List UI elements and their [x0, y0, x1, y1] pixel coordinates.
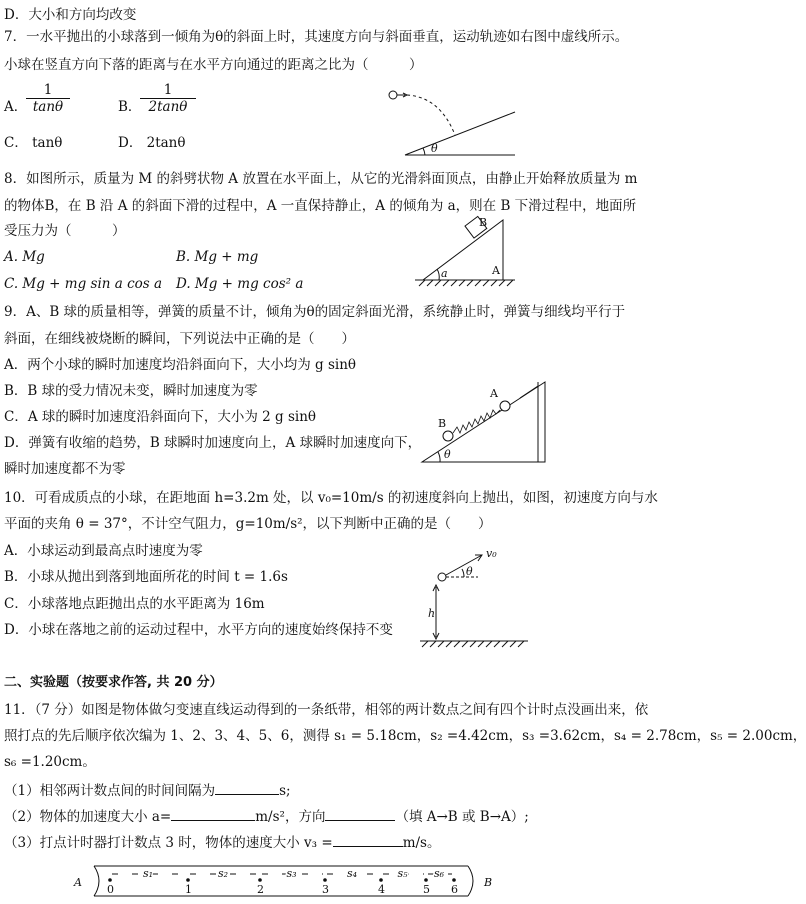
q7-option-b-numerator: 1 [140, 83, 196, 99]
q8-option-d: D. Mg + mg cos² a [176, 276, 304, 292]
q9-ball-a [500, 401, 510, 411]
q8-stem-line1: 8．如图所示，质量为 M 的斜劈状物 A 放置在水平面上，从它的光滑斜面顶点，由静止开始释放质量为 m [4, 171, 638, 187]
q7-option-a-denominator: tanθ [32, 99, 64, 115]
q11-part2-blank-direction[interactable] [325, 806, 395, 821]
q11-part1-text: （1）相邻两计数点间的时间间隔为 [4, 783, 216, 799]
q11-part1-blank[interactable] [215, 780, 279, 795]
q10-figure [420, 543, 530, 653]
q8-ground-hatch [419, 280, 513, 286]
q11-part3 [4, 832, 440, 852]
q10-angle-arc [462, 569, 464, 577]
q6-option-d: D．大小和方向均改变 [4, 7, 137, 23]
q10-option-a: A．小球运动到最高点时速度为零 [4, 543, 203, 559]
tape-point-0 [108, 878, 112, 882]
tape-point-4 [379, 878, 383, 882]
q7-angle-label: θ [431, 142, 438, 155]
tape-point-5 [424, 878, 428, 882]
q9-ball-b [443, 431, 453, 441]
tape-point-2 [258, 878, 262, 882]
q9-ball-b-label: B [438, 417, 447, 430]
tape-point-3 [323, 878, 327, 882]
tape-segment-label-6: s₆ [434, 867, 445, 880]
q11-part3-blank[interactable] [333, 832, 403, 847]
q11-part2 [4, 806, 529, 826]
q11-part3-unit: m/s。 [402, 835, 441, 851]
q10-option-d: D．小球在落地之前的运动过程中，水平方向的速度始终保持不变 [4, 622, 393, 638]
q8-stem-line2: 的物体B，在 B 沿 A 的斜面下滑的过程中，A 一直保持静止，A 的倾角为 a，则在 B 下滑过程中，地面所 [4, 198, 637, 214]
q9-ball-a-label: A [490, 387, 498, 400]
tape-segment-label-1: s₁ [143, 867, 154, 880]
q7-ball [389, 91, 397, 99]
q8-stem-line3: 受压力为（ ） [4, 223, 126, 239]
tape-point-label-2: 2 [257, 883, 264, 896]
q10-angle-label: θ [466, 565, 473, 578]
tape-segment-label-2: s₂ [218, 867, 229, 880]
tape-end-right-label: B [484, 876, 493, 889]
q9-option-d-line1: D．弹簧有收缩的趋势，B 球瞬时加速度向上，A 球瞬时加速度向下， [4, 435, 422, 451]
q7-option-b-fraction [140, 83, 196, 115]
q10-height-label: h [428, 607, 436, 620]
q10-velocity-arrow [446, 555, 482, 575]
tape-point-1 [186, 878, 190, 882]
q8-option-a: A. Mg [4, 249, 45, 265]
q8-figure [415, 212, 515, 290]
q10-option-b: B．小球从抛出到落到地面所花的时间 t = 1.6s [4, 569, 288, 585]
q10-v0-label: v₀ [486, 547, 497, 560]
q8-option-c: C. Mg + mg sin a cos a [4, 276, 163, 292]
tape-point-label-4: 4 [378, 883, 385, 896]
q11-part2-end: （填 A→B 或 B→A）; [395, 809, 529, 825]
q11-stem-line1: 11．（7 分）如图是物体做匀变速直线运动得到的一条纸带，相邻的两计数点之间有四个计时点没画出来，依 [4, 702, 649, 718]
q9-option-b: B．B 球的受力情况未变，瞬时加速度为零 [4, 383, 258, 399]
q8-angle-label: a [441, 267, 448, 280]
tape-point-6 [452, 878, 456, 882]
q10-ground-hatch [422, 641, 524, 647]
q11-part2-mid: m/s²，方向 [255, 809, 326, 825]
tape-end-left-label: A [74, 876, 82, 889]
q11-part3-text: （3）打点计时器打计数点 3 时，物体的速度大小 v₃ = [4, 835, 333, 851]
q10-option-c: C．小球落地点距抛出点的水平距离为 16m [4, 596, 265, 612]
q7-option-a-label: A． [4, 99, 28, 115]
q9-option-c: C．A 球的瞬时加速度沿斜面向下，大小为 2 g sinθ [4, 409, 317, 425]
q7-stem-line2: 小球在竖直方向下落的距离与在水平方向通过的距离之比为（ ） [4, 57, 423, 73]
q10-stem-line1: 10．可看成质点的小球，在距地面 h=3.2m 处，以 v₀=10m/s 的初速度斜向上抛出，如图，初速度方向与水 [4, 490, 658, 506]
q9-figure [420, 374, 550, 466]
tape-segment-label-5: s₅ [397, 867, 408, 880]
q11-stem-line2: 照打点的先后顺序依次编为 1、2、3、4、5、6，测得 s₁ = 5.18cm，s₂ =4.42cm，s₃ =3.62cm，s₄ = 2.78cm，s₅ = 2.00cm， [4, 728, 806, 744]
q9-option-a: A．两个小球的瞬时加速度均沿斜面向下，大小均为 g sinθ [4, 357, 357, 373]
q7-stem-line1: 7．一水平抛出的小球落到一倾角为θ的斜面上时，其速度方向与斜面垂直，运动轨迹如右图中虚线所示。 [4, 29, 629, 45]
tape-point-label-5: 5 [423, 883, 430, 896]
q10-stem-line2: 平面的夹角 θ = 37°，不计空气阻力，g=10m/s²，以下判断中正确的是（ ） [4, 516, 492, 532]
q7-angle-arc [423, 148, 425, 155]
tape-point-label-6: 6 [451, 883, 458, 896]
q11-part1-unit: s; [279, 783, 291, 799]
q8-option-b: B. Mg + mg [176, 249, 259, 265]
q7-option-d: D． 2tanθ [118, 135, 186, 151]
section-2-heading: 二、实验题（按要求作答, 共 20 分） [4, 675, 223, 690]
tape-segment-label-4: s₄ [347, 867, 358, 880]
q9-stem-line2: 斜面，在细线被烧断的瞬间，下列说法中正确的是（ ） [4, 331, 355, 347]
q11-stem-line3: s₆ =1.20cm。 [4, 754, 96, 770]
tape-point-label-1: 1 [185, 883, 192, 896]
q8-wedge-a [423, 220, 503, 280]
q7-option-a-fraction [26, 83, 70, 115]
q7-option-b-label: B． [118, 99, 142, 115]
q11-part2-text: （2）物体的加速度大小 a= [4, 809, 172, 825]
q7-figure [385, 85, 520, 160]
q9-angle-label: θ [444, 448, 451, 461]
tape-point-label-3: 3 [322, 883, 329, 896]
q7-incline [405, 112, 515, 155]
q7-trajectory [407, 95, 455, 135]
q10-ball [438, 573, 446, 581]
tape-segment-label-3: s₃ [286, 867, 297, 880]
q11-paper-tape-figure [70, 858, 500, 902]
q8-block-label: B [479, 216, 488, 229]
q9-stem-line1: 9．A、B 球的质量相等，弹簧的质量不计，倾角为θ的固定斜面光滑，系统静止时，弹簧与细线均平行于 [4, 304, 626, 320]
q7-option-b-denominator: 2tanθ [148, 99, 188, 115]
q8-wedge-label: A [492, 264, 500, 277]
q11-part1 [4, 780, 291, 800]
q7-option-a-numerator: 1 [26, 83, 70, 99]
q11-part2-blank-accel[interactable] [171, 806, 255, 821]
q7-option-c: C． tanθ [4, 135, 63, 151]
q9-option-d-line2: 瞬时加速度都不为零 [4, 461, 126, 477]
tape-point-label-0: 0 [107, 883, 114, 896]
